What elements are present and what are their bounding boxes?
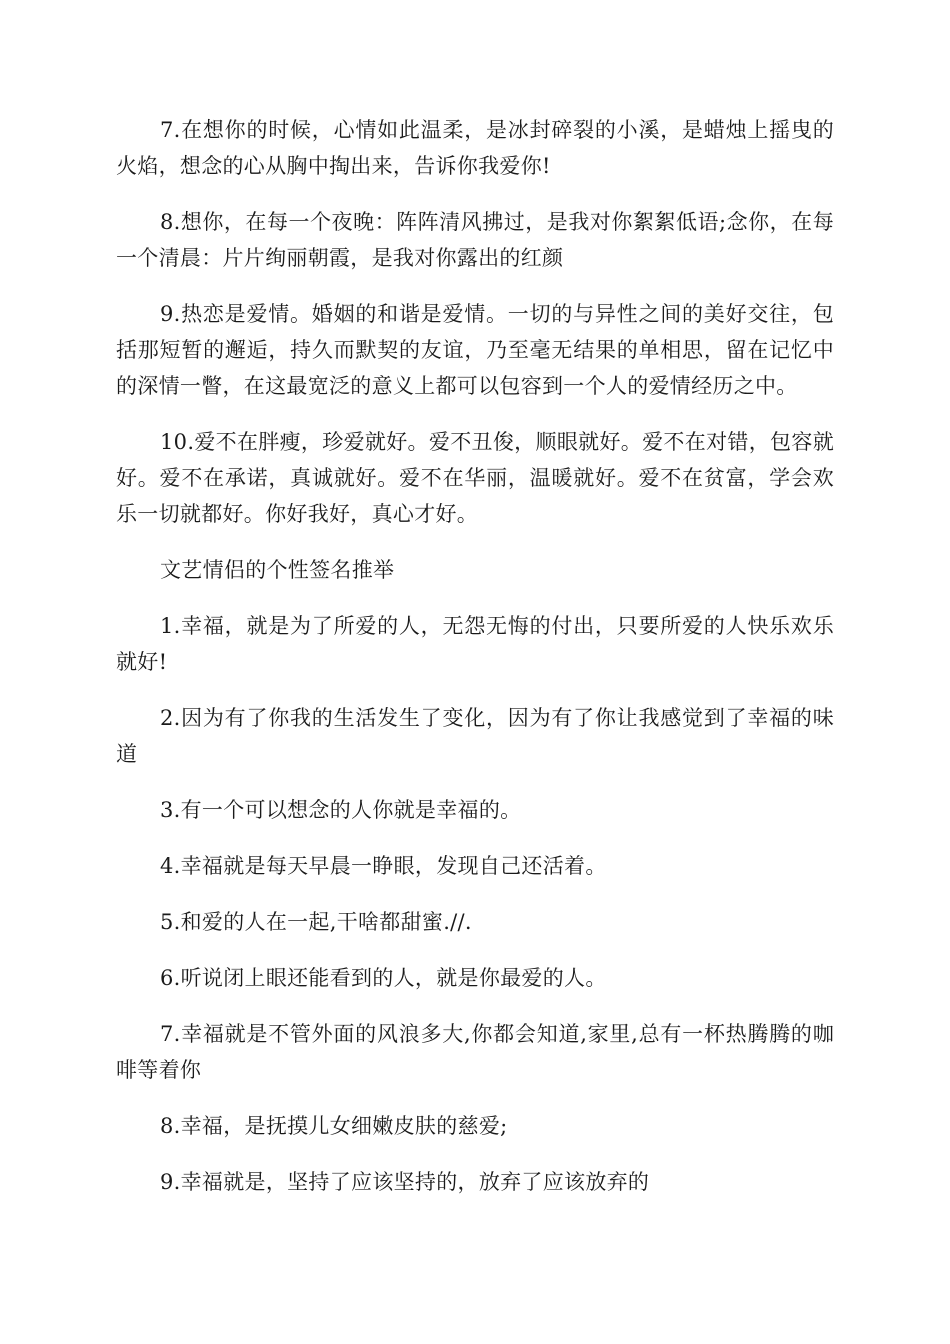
paragraph-love-10: 10.爱不在胖瘦，珍爱就好。爱不丑俊，顺眼就好。爱不在对错，包容就好。爱不在承诺，真诚就好。爱不在华丽，温暖就好。爱不在贫富，学会欢乐一切就都好。你好我好，真心才好。 <box>116 430 834 526</box>
section-heading: 文艺情侣的个性签名推举 <box>160 558 395 582</box>
paragraph-happiness-1: 1.幸福，就是为了所爱的人，无怨无悔的付出，只要所爱的人快乐欢乐就好! <box>116 614 834 674</box>
paragraph-love-9: 9.热恋是爱情。婚姻的和谐是爱情。一切的与异性之间的美好交往，包括那短暂的邂逅，持久而默契的友谊，乃至毫无结果的单相思，留在记忆中的深情一瞥，在这最宽泛的意义上都可以包容到一个人的爱情经历之中。 <box>116 302 834 398</box>
paragraph-happiness-8: 8.幸福，是抚摸儿女细嫩皮肤的慈爱; <box>160 1114 508 1138</box>
paragraph-love-7: 7.在想你的时候，心情如此温柔，是冰封碎裂的小溪，是蜡烛上摇曳的火焰，想念的心从胸中掏出来，告诉你我爱你! <box>116 118 834 178</box>
paragraph-happiness-9: 9.幸福就是，坚持了应该坚持的，放弃了应该放弃的 <box>160 1170 650 1194</box>
paragraph-happiness-7: 7.幸福就是不管外面的风浪多大,你都会知道,家里,总有一杯热腾腾的咖啡等着你 <box>116 1022 834 1082</box>
paragraph-happiness-3: 3.有一个可以想念的人你就是幸福的。 <box>160 798 522 822</box>
paragraph-happiness-6: 6.听说闭上眼还能看到的人，就是你最爱的人。 <box>160 966 607 990</box>
paragraph-love-8: 8.想你，在每一个夜晚：阵阵清风拂过，是我对你絮絮低语;念你，在每一个清晨：片片绚丽朝霞，是我对你露出的红颜 <box>116 210 834 270</box>
paragraph-happiness-5: 5.和爱的人在一起,干啥都甜蜜.//. <box>160 910 472 934</box>
paragraph-happiness-4: 4.幸福就是每天早晨一睁眼，发现自己还活着。 <box>160 854 607 878</box>
paragraph-happiness-2: 2.因为有了你我的生活发生了变化，因为有了你让我感觉到了幸福的味道 <box>116 706 834 766</box>
document-body <box>116 112 834 1220</box>
